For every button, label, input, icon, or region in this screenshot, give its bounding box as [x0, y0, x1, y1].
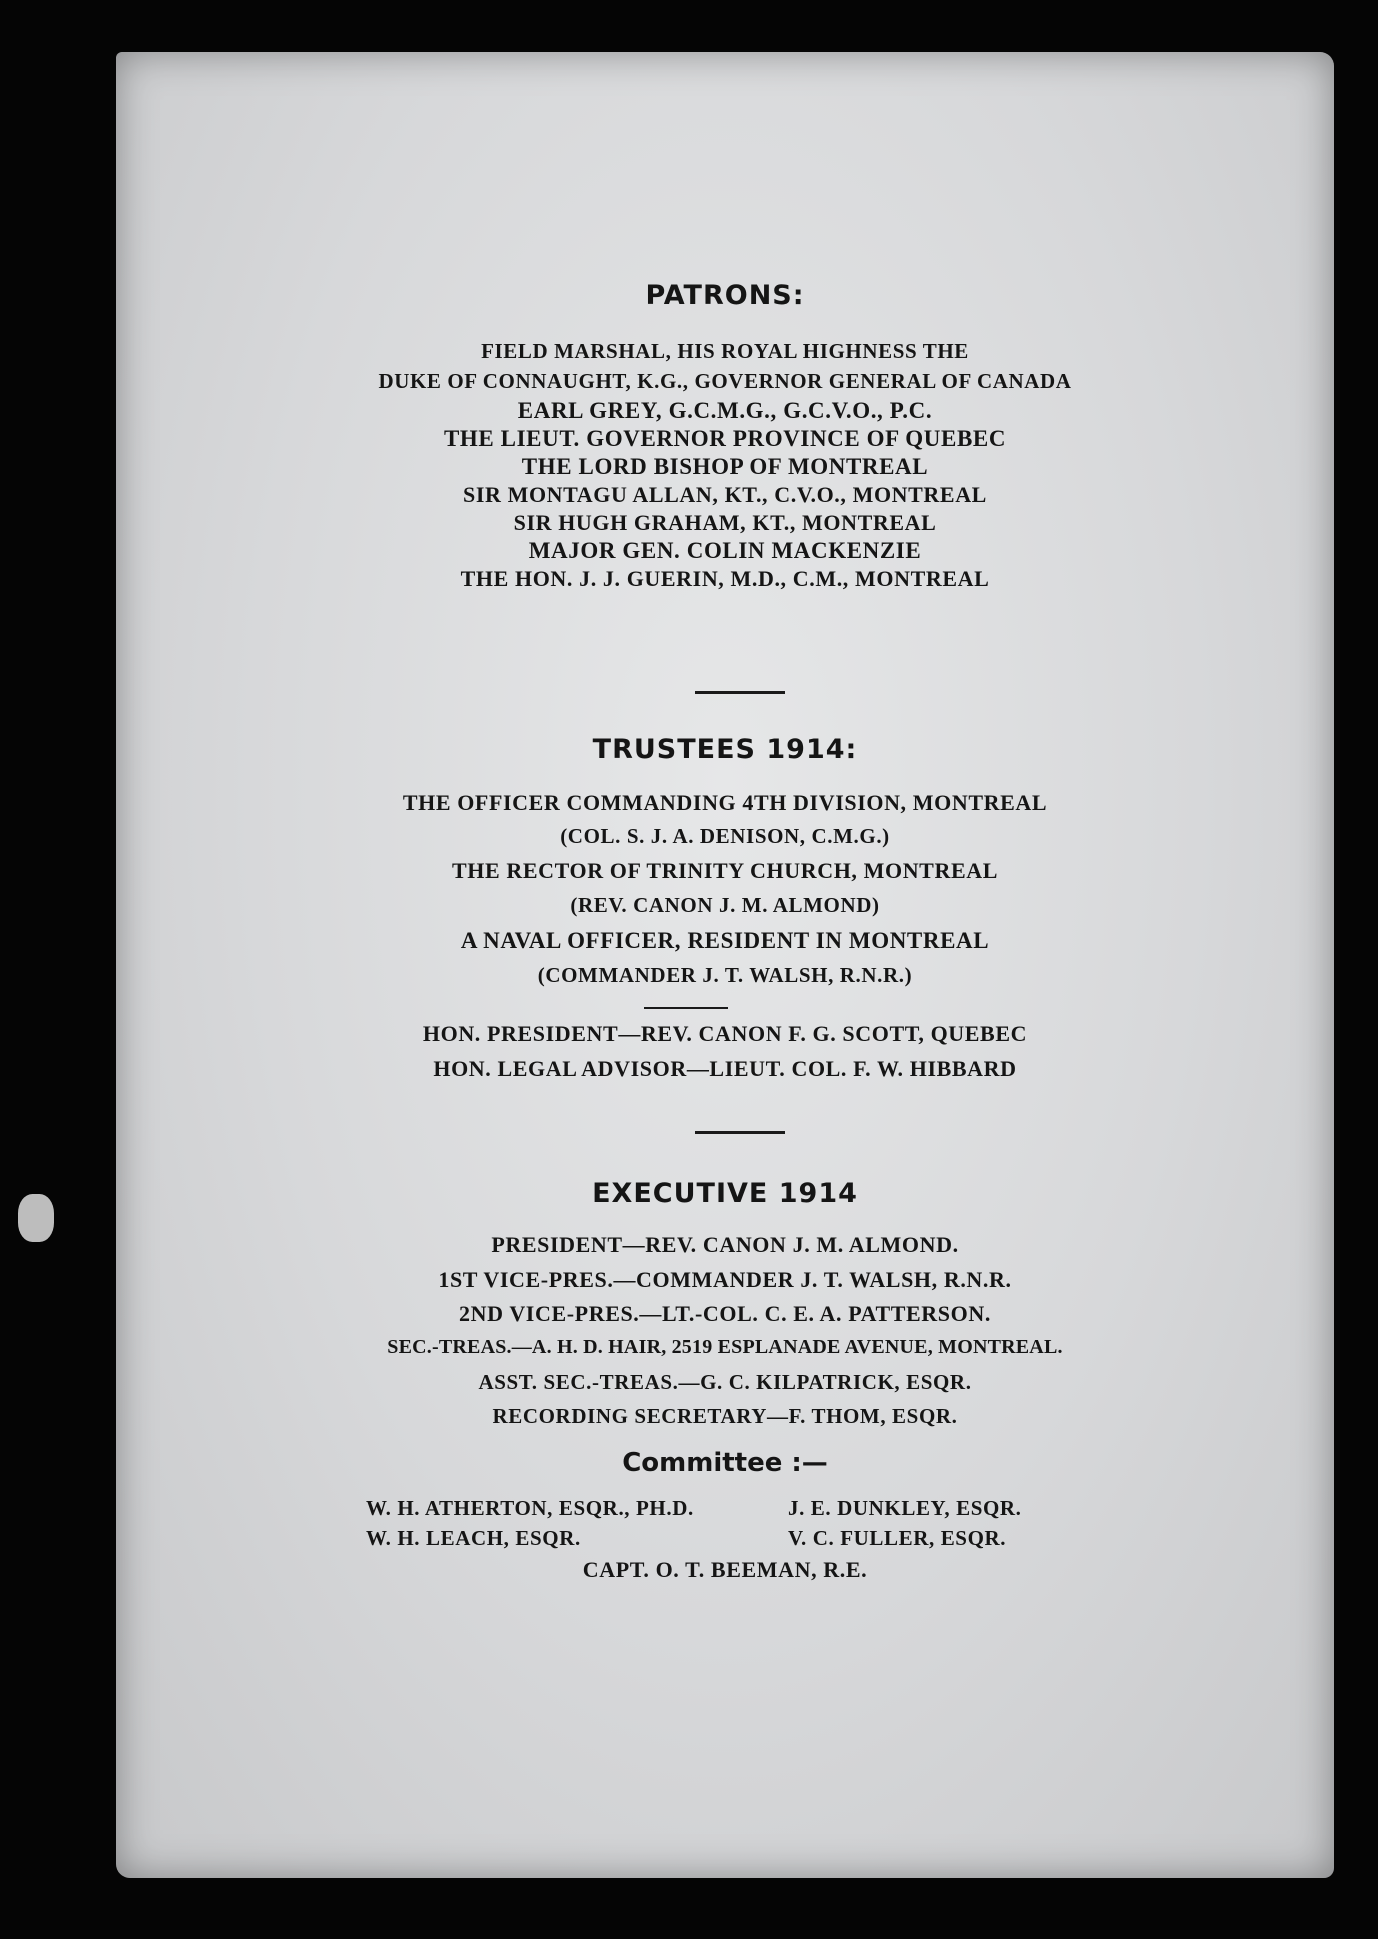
executive-line: 2ND VICE-PRES.—LT.-COL. C. E. A. PATTERSON.: [459, 1301, 991, 1326]
hon-legal-advisor-line: HON. LEGAL ADVISOR—LIEUT. COL. F. W. HIBBARD: [433, 1056, 1017, 1081]
patrons-heading: PATRONS:: [645, 280, 805, 311]
executive-line: 1ST VICE-PRES.—COMMANDER J. T. WALSH, R.N.R.: [438, 1267, 1012, 1292]
committee-member: W. H. ATHERTON, ESQR., PH.D.: [366, 1496, 694, 1520]
patron-line: SIR HUGH GRAHAM, KT., MONTREAL: [513, 510, 937, 535]
committee-member: J. E. DUNKLEY, ESQR.: [788, 1496, 1022, 1520]
trustee-line: (COMMANDER J. T. WALSH, R.N.R.): [537, 963, 913, 987]
trustee-line: (COL. S. J. A. DENISON, C.M.G.): [560, 824, 890, 848]
patron-line: EARL GREY, G.C.M.G., G.C.V.O., P.C.: [517, 398, 933, 423]
section-divider: [695, 691, 785, 694]
patron-line: THE HON. J. J. GUERIN, M.D., C.M., MONTREAL: [460, 566, 990, 591]
executive-line: RECORDING SECRETARY—F. THOM, ESQR.: [492, 1404, 958, 1428]
trustee-line: A NAVAL OFFICER, RESIDENT IN MONTREAL: [460, 928, 990, 953]
patron-line: MAJOR GEN. COLIN MACKENZIE: [528, 538, 922, 563]
trustee-line: THE OFFICER COMMANDING 4TH DIVISION, MONTREAL: [402, 790, 1048, 815]
executive-heading: EXECUTIVE 1914: [592, 1178, 858, 1209]
committee-member: V. C. FULLER, ESQR.: [788, 1526, 1007, 1550]
trustees-heading: TRUSTEES 1914:: [592, 734, 858, 765]
patron-line: THE LORD BISHOP OF MONTREAL: [521, 454, 929, 479]
paper-fragment: [18, 1194, 54, 1242]
patron-line: SIR MONTAGU ALLAN, KT., C.V.O., MONTREAL: [463, 482, 987, 507]
patron-line: DUKE OF CONNAUGHT, K.G., GOVERNOR GENERAL OF CANADA: [378, 369, 1072, 393]
executive-line: ASST. SEC.-TREAS.—G. C. KILPATRICK, ESQR.: [478, 1370, 972, 1394]
trustee-line: (REV. CANON J. M. ALMOND): [570, 893, 880, 917]
trustee-divider: [644, 1007, 728, 1009]
committee-member: CAPT. O. T. BEEMAN, R.E.: [582, 1557, 868, 1582]
trustee-line: THE RECTOR OF TRINITY CHURCH, MONTREAL: [452, 858, 998, 883]
patron-line: FIELD MARSHAL, HIS ROYAL HIGHNESS THE: [481, 339, 969, 363]
hon-president-line: HON. PRESIDENT—REV. CANON F. G. SCOTT, QUEBEC: [422, 1021, 1028, 1046]
patron-line: THE LIEUT. GOVERNOR PROVINCE OF QUEBEC: [443, 426, 1007, 451]
section-divider: [695, 1131, 785, 1134]
committee-member: W. H. LEACH, ESQR.: [366, 1526, 581, 1550]
executive-line: SEC.-TREAS.—A. H. D. HAIR, 2519 ESPLANADE AVENUE, MONTREAL.: [387, 1336, 1063, 1358]
scanned-page: [116, 52, 1334, 1878]
executive-line: PRESIDENT—REV. CANON J. M. ALMOND.: [491, 1232, 959, 1257]
committee-heading: Committee :—: [622, 1448, 828, 1478]
